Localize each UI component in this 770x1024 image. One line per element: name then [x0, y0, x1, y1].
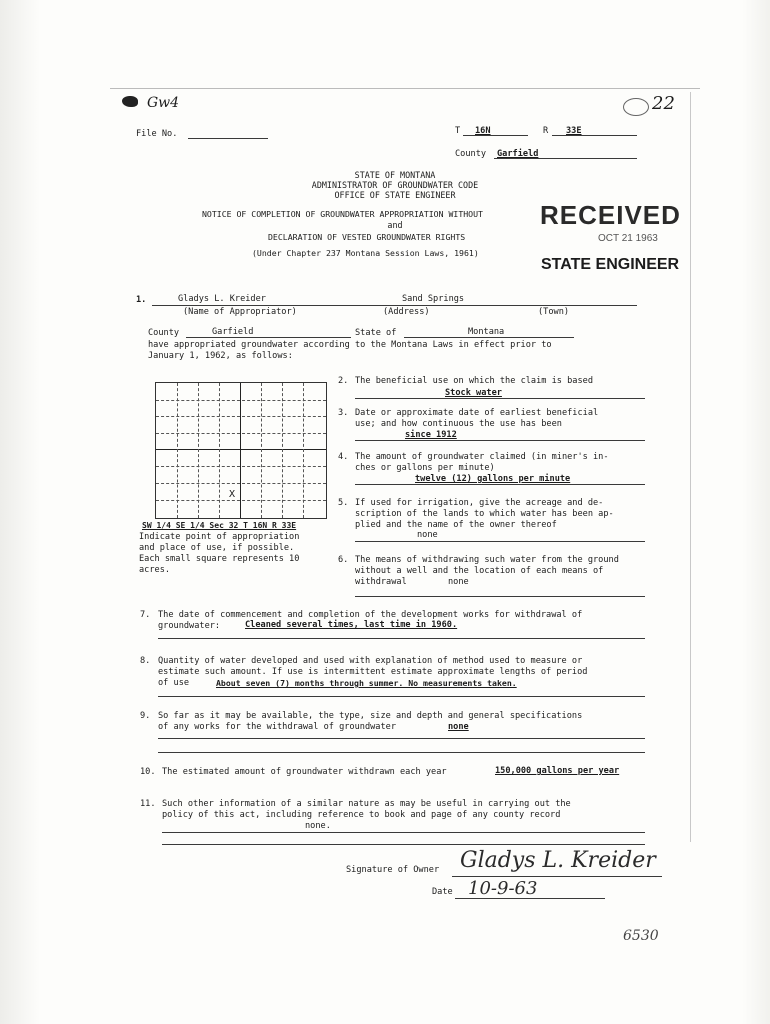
heading-and: and	[387, 220, 403, 230]
map-location: SW 1/4 SE 1/4 Sec 32 T 16N R 33E	[142, 521, 297, 530]
heading-notice: NOTICE OF COMPLETION OF GROUNDWATER APPROPRIATION WITHOUT	[202, 209, 483, 219]
item4-answer: twelve (12) gallons per minute	[415, 474, 571, 484]
corner-code: Gw4	[147, 95, 180, 111]
heading-state: STATE OF MONTANA	[354, 170, 436, 180]
left-edge-speckle	[0, 0, 40, 1024]
map-caption-2: and place of use, if possible.	[139, 543, 295, 553]
item7-text-2: groundwater:	[158, 621, 221, 631]
item8-text-2: estimate such amount. If use is intermittent estimate approximate lengths of period	[158, 667, 588, 677]
corner-number: 22	[652, 93, 675, 114]
item4-line	[355, 484, 645, 485]
state-engineer-stamp: STATE ENGINEER	[541, 256, 680, 273]
location-map-grid	[155, 382, 327, 519]
date-label: Date	[432, 887, 453, 897]
town-caption: (Town)	[538, 307, 570, 317]
item9-number: 9.	[140, 711, 151, 721]
item11-text-1: Such other information of a similar nature as may be useful in carrying out the	[162, 799, 571, 809]
item5-line	[355, 541, 645, 542]
item1-county-value: Garfield	[212, 327, 254, 337]
blot-mark	[122, 96, 138, 107]
item9-text-1: So far as it may be available, the type, size and depth and general specifications	[158, 711, 583, 721]
right-edge-speckle	[742, 0, 770, 1024]
item5-text-1: If used for irrigation, give the acreage and de-	[355, 498, 604, 508]
date-line	[455, 898, 605, 899]
item2-answer: Stock water	[445, 388, 502, 398]
item3-text-2: use; and how continuous the use has been	[355, 419, 562, 429]
item2-line	[355, 398, 645, 399]
item11-line-1	[162, 832, 645, 833]
item11-line-2	[162, 844, 645, 845]
item1-line	[152, 305, 637, 306]
township-r-line	[552, 135, 637, 136]
item9-answer: none	[448, 722, 469, 732]
map-location-mark: X	[229, 489, 236, 500]
item11-number: 11.	[140, 799, 156, 809]
item10-number: 10.	[140, 767, 156, 777]
item10-text: The estimated amount of groundwater withdrawn each year	[162, 767, 447, 777]
file-no-label: File No.	[136, 129, 178, 139]
item1-county-line	[186, 337, 351, 338]
heading-office: OFFICE OF STATE ENGINEER	[334, 190, 456, 200]
item7-text-1: The date of commencement and completion of the development works for withdrawal of	[158, 610, 583, 620]
item3-line	[355, 440, 645, 441]
item3-number: 3.	[338, 408, 349, 418]
item6-number: 6.	[338, 555, 349, 565]
item5-answer: none	[417, 530, 438, 540]
appropriator-address: Sand Springs	[402, 294, 465, 304]
map-caption-1: Indicate point of appropriation	[139, 532, 300, 542]
item8-text-1: Quantity of water developed and used with explanation of method used to measure or	[158, 656, 583, 666]
item6-answer: none	[448, 577, 469, 587]
item1-state-value: Montana	[468, 327, 505, 337]
township-t-line	[463, 135, 528, 136]
name-caption: (Name of Appropriator)	[183, 307, 297, 317]
township-t-label: T	[455, 126, 461, 136]
item5-text-2: scription of the lands to which water has been ap-	[355, 509, 614, 519]
item1-text-2: January 1, 1962, as follows:	[148, 351, 293, 361]
item3-text-1: Date or approximate date of earliest beneficial	[355, 408, 599, 418]
right-border-line	[690, 92, 691, 842]
signature-line	[452, 876, 662, 877]
item11-answer: none.	[305, 821, 331, 831]
item8-line	[158, 696, 645, 697]
item7-line	[158, 638, 645, 639]
item6-text-1: The means of withdrawing such water from the ground	[355, 555, 619, 565]
signature-date: 10-9-63	[468, 878, 538, 899]
bottom-number: 6530	[623, 928, 659, 944]
item7-answer: Cleaned several times, last time in 1960.	[245, 620, 458, 630]
item3-answer: since 1912	[405, 430, 457, 440]
township-r-label: R	[543, 126, 549, 136]
item10-answer: 150,000 gallons per year	[495, 766, 620, 776]
item9-line-2	[158, 752, 645, 753]
item8-answer: About seven (7) months through summer. No measurements taken.	[216, 678, 517, 688]
item1-state-label: State of	[355, 328, 397, 338]
county-value: Garfield	[497, 149, 539, 159]
item1-county-label: County	[148, 328, 180, 338]
item6-text-3: withdrawal	[355, 577, 407, 587]
item5-number: 5.	[338, 498, 349, 508]
item11-text-2: policy of this act, including reference to book and page of any county record	[162, 810, 561, 820]
item7-number: 7.	[140, 610, 151, 620]
township-t-value: 16N	[475, 126, 491, 136]
item2-number: 2.	[338, 376, 349, 386]
item9-line-1	[158, 738, 645, 739]
item2-text: The beneficial use on which the claim is based	[355, 376, 593, 386]
appropriator-name: Gladys L. Kreider	[178, 294, 266, 304]
item1-number: 1.	[136, 295, 147, 305]
county-label: County	[455, 149, 487, 159]
heading-administrator: ADMINISTRATOR OF GROUNDWATER CODE	[311, 180, 479, 190]
top-border-line	[110, 88, 700, 89]
item1-state-line	[404, 337, 574, 338]
township-r-value: 33E	[566, 126, 582, 136]
corner-circle	[623, 98, 649, 116]
address-caption: (Address)	[383, 307, 430, 317]
item8-text-3: of use	[158, 678, 190, 688]
item6-text-2: without a well and the location of each means of	[355, 566, 604, 576]
map-caption-4: acres.	[139, 565, 171, 575]
received-stamp: RECEIVED	[540, 200, 681, 230]
signature-label: Signature of Owner	[346, 865, 440, 875]
item4-text-1: The amount of groundwater claimed (in miner's in-	[355, 452, 609, 462]
owner-signature: Gladys L. Kreider	[460, 848, 656, 873]
item5-text-3: plied and the name of the owner thereof	[355, 520, 557, 530]
received-date: OCT 21 1963	[598, 233, 658, 244]
item4-number: 4.	[338, 452, 349, 462]
county-line	[494, 158, 637, 159]
heading-declaration: DECLARATION OF VESTED GROUNDWATER RIGHTS	[268, 232, 466, 242]
item6-line	[355, 596, 645, 597]
map-caption-3: Each small square represents 10	[139, 554, 300, 564]
heading-chapter: (Under Chapter 237 Montana Session Laws, 1961)	[252, 248, 479, 258]
item1-text-1: have appropriated groundwater according to the Montana Laws in effect prior to	[148, 340, 552, 350]
item8-number: 8.	[140, 656, 151, 666]
item9-text-2: of any works for the withdrawal of groundwater	[158, 722, 396, 732]
file-no-line	[188, 138, 268, 139]
item4-text-2: ches or gallons per minute)	[355, 463, 495, 473]
